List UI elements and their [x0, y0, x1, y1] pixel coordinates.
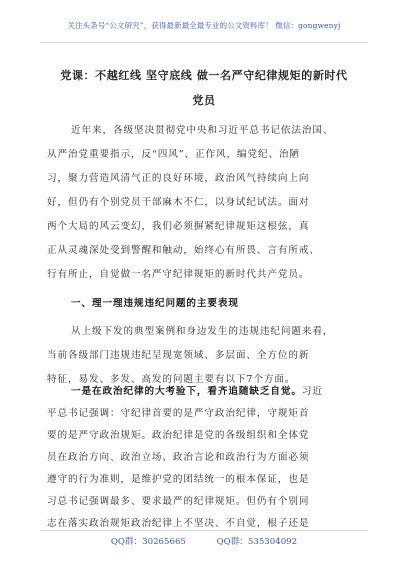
point-one-line: 员在政治方向、政治立场、政治言论和政治行为方面必须 — [47, 452, 310, 463]
intro-line: 从严治党重要指示，反“四风”、正作风，编党纪、治陋 — [47, 149, 300, 160]
intro-line: 正从灵魂深处受到警醒和触动，始终心有所畏、言有所戒、 — [47, 245, 320, 256]
section-paragraph-line: 从上级下发的典型案例和身边发生的违规违纪问题来看， — [71, 326, 334, 337]
intro-line: 两个大局的风云变幻，我们必须摒紧纪律规矩这根弦，真 — [47, 221, 310, 232]
page-header-banner: 关注头条号“公文研究”，获得最新最全最专业的公文资料库！ 微信：gongwenyj — [67, 21, 341, 30]
point-one-line: 志在落实政治规矩政治纪律上不坚决、不自觉，根子还是 — [47, 518, 310, 529]
footer-divider — [40, 530, 368, 531]
intro-line: 近年来，各级坚决贯彻党中央和习近平总书记依法治国、 — [71, 125, 334, 136]
point-one-line: 平总书记强调：守纪律首要的是严守政治纪律，守规矩首 — [47, 408, 310, 419]
footer-qq-group-2: QQ群：535304092 — [216, 537, 298, 547]
document-title-continued: 党员 — [192, 94, 216, 107]
point-one-lead: 一是在政治纪律的大考验下，看齐追随缺乏自觉。 — [71, 386, 302, 397]
header-divider — [40, 42, 368, 43]
point-one-lead-line — [71, 386, 361, 398]
intro-line: 行有所止，自觉做一名严守纪律规矩的新时代共产党员。 — [47, 269, 310, 280]
intro-line: 习，聚力营造风清气正的良好环境，政治风气持续向上向 — [47, 173, 310, 184]
point-one-line: 遵守的行为准则，是维护党的团结统一的根本保证，也是 — [47, 474, 310, 485]
section-paragraph-line: 特征，易发、多发、高发的问题主要有以下7个方面。 — [47, 374, 296, 385]
point-one-line: 习总书记强调最多、要求最严的纪律规矩。但仍有个别同 — [47, 496, 310, 507]
intro-line: 好，但仍有个别党员干部麻木不仁，以身试纪试法。面对 — [47, 197, 310, 208]
section-paragraph-line: 当前各级部门违规违纪呈现宽领域、多层面、全方位的新 — [47, 350, 310, 361]
footer-qq-group-1: QQ群：30265665 — [110, 537, 186, 547]
document-title: 党课：不越红线 坚守底线 做一名严守纪律规矩的新时代 — [60, 69, 348, 82]
section-heading: 一、理一理违规违纪问题的主要表现 — [71, 298, 239, 309]
page-footer — [0, 535, 408, 547]
point-one-line: 要的是严守政治规矩。政治纪律是党的各级组织和全体党 — [47, 430, 310, 441]
point-one-lead-tail: 习近 — [301, 386, 323, 397]
